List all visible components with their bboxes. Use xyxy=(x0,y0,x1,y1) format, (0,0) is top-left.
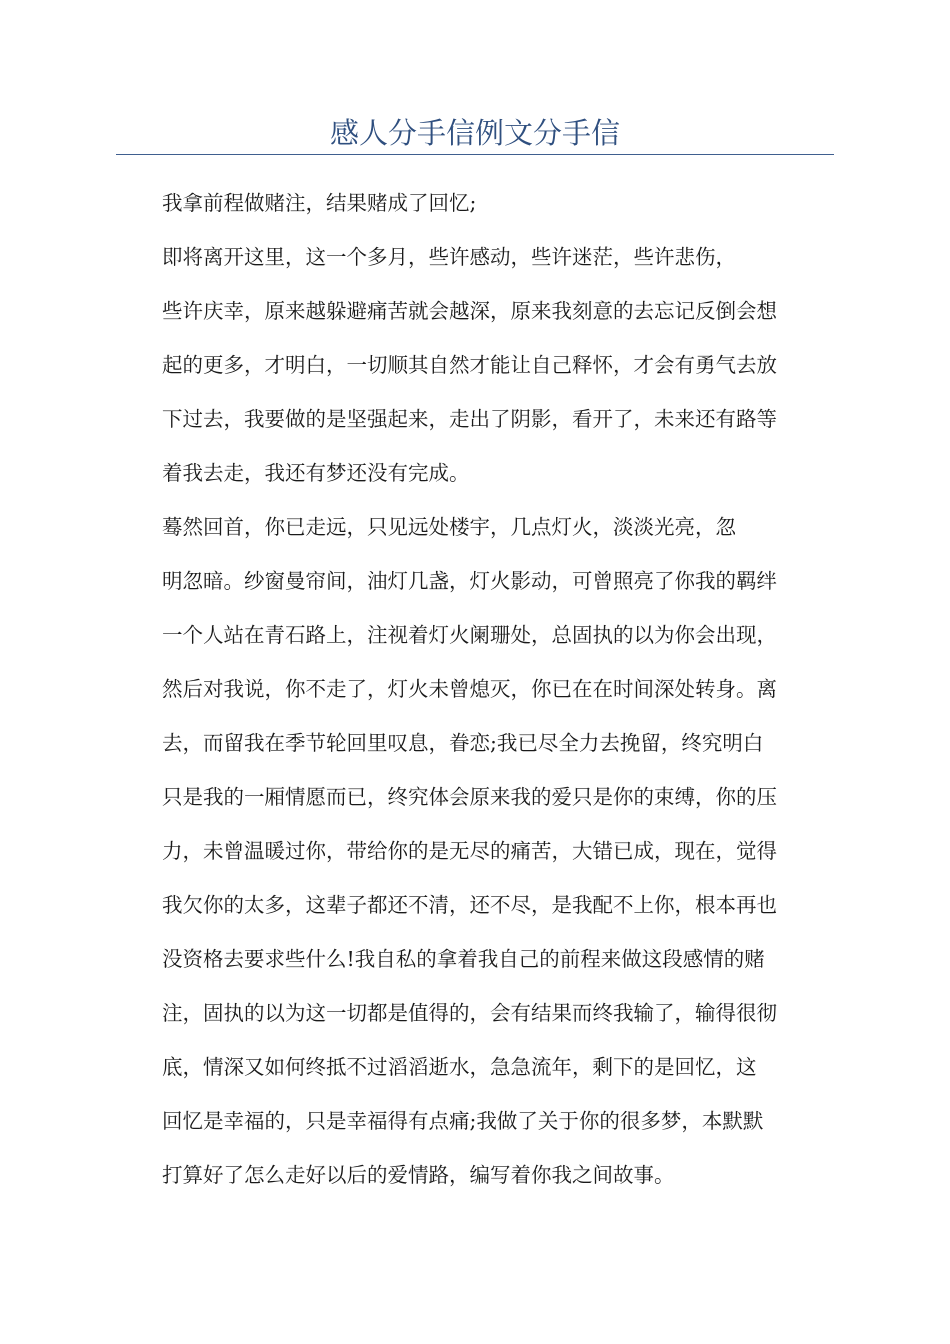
text-line: 起的更多，才明白，一切顺其自然才能让自己释怀，才会有勇气去放 xyxy=(162,353,777,377)
document-body xyxy=(162,176,834,1202)
text-line: 明忽暗。纱窗曼帘间，油灯几盏，灯火影动，可曾照亮了你我的羁绊 xyxy=(162,569,777,593)
text-line: 打算好了怎么走好以后的爱情路，编写着你我之间故事。 xyxy=(162,1163,675,1187)
text-line: 我拿前程做赌注，结果赌成了回忆; xyxy=(162,191,477,215)
title-underline xyxy=(116,154,834,155)
text-line: 回忆是幸福的，只是幸福得有点痛;我做了关于你的很多梦，本默默 xyxy=(162,1109,764,1133)
text-line: 注，固执的以为这一切都是值得的，会有结果而终我输了，输得很彻 xyxy=(162,1001,777,1025)
text-line: 下过去，我要做的是坚强起来，走出了阴影，看开了，未来还有路等 xyxy=(162,407,777,431)
text-line: 我欠你的太多，这辈子都还不清，还不尽，是我配不上你，根本再也 xyxy=(162,893,777,917)
text-line: 底，情深又如何终抵不过滔滔逝水，急急流年，剩下的是回忆，这 xyxy=(162,1055,757,1079)
text-line: 力，未曾温暖过你，带给你的是无尽的痛苦，大错已成，现在，觉得 xyxy=(162,839,777,863)
text-line: 即将离开这里，这一个多月，些许感动，些许迷茫，些许悲伤， xyxy=(162,245,736,269)
text-line: 只是我的一厢情愿而已，终究体会原来我的爱只是你的束缚，你的压 xyxy=(162,785,777,809)
text-line: 些许庆幸，原来越躲避痛苦就会越深，原来我刻意的去忘记反倒会想 xyxy=(162,299,777,323)
text-line: 着我去走，我还有梦还没有完成。 xyxy=(162,461,470,485)
document-title: 感人分手信例文分手信 xyxy=(329,116,620,150)
text-line: 没资格去要求些什么!我自私的拿着我自己的前程来做这段感情的赌 xyxy=(162,947,765,971)
text-line: 蓦然回首，你已走远，只见远处楼宇，几点灯火，淡淡光亮，忽 xyxy=(162,515,736,539)
text-line: 一个人站在青石路上，注视着灯火阑珊处，总固执的以为你会出现， xyxy=(162,623,777,647)
text-line: 然后对我说，你不走了，灯火未曾熄灭，你已在在时间深处转身。离 xyxy=(162,677,777,701)
text-line: 去，而留我在季节轮回里叹息，眷恋;我已尽全力去挽留，终究明白 xyxy=(162,731,764,755)
